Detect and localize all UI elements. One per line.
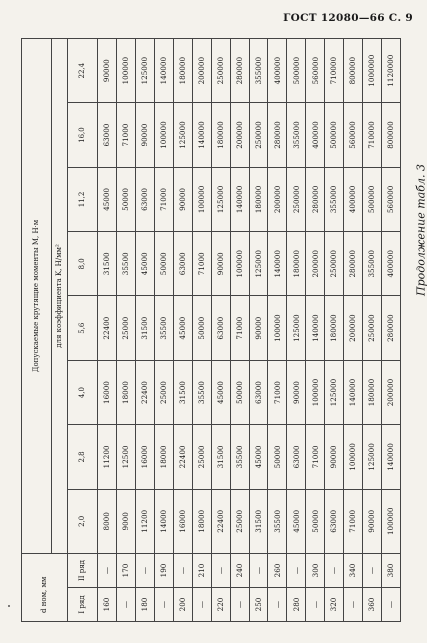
table-row [306, 39, 325, 622]
torque-value: 22400 [98, 296, 117, 360]
torque-value: 31500 [135, 296, 154, 360]
torque-value: 280000 [230, 39, 249, 103]
torque-value: 560000 [382, 167, 401, 231]
torque-value: 125000 [363, 425, 382, 489]
torque-value: 1120000 [382, 39, 401, 103]
torque-value: 22400 [211, 489, 230, 553]
torque-value: 280000 [344, 232, 363, 296]
torque-value: 180000 [211, 103, 230, 167]
torque-value: 90000 [325, 425, 344, 489]
diameter-header: d ном, мм [22, 554, 68, 622]
table-row [382, 39, 401, 622]
torque-value: 63000 [98, 103, 117, 167]
torque-value: 355000 [325, 167, 344, 231]
torque-value: 125000 [135, 39, 154, 103]
torque-value: 50000 [192, 296, 211, 360]
row2-diameter: 300 [306, 554, 325, 588]
torque-value: 355000 [363, 232, 382, 296]
torque-value: 500000 [363, 167, 382, 231]
torque-value: 9000 [116, 489, 135, 553]
torque-value: 90000 [135, 103, 154, 167]
torque-value: 280000 [268, 103, 287, 167]
torque-value: 31500 [173, 360, 192, 424]
row1-diameter: — [154, 588, 173, 622]
torque-value: 180000 [287, 232, 306, 296]
torque-value: 560000 [344, 103, 363, 167]
coefficient-cell: 4,0 [68, 360, 98, 424]
torque-value: 400000 [268, 39, 287, 103]
torque-value: 45000 [287, 489, 306, 553]
row2-diameter: — [135, 554, 154, 588]
torque-value: 400000 [382, 232, 401, 296]
torque-value: 180000 [173, 39, 192, 103]
torque-value: 90000 [173, 167, 192, 231]
torque-value: 35500 [116, 232, 135, 296]
torque-value: 45000 [249, 425, 268, 489]
torque-value: 180000 [363, 360, 382, 424]
torque-value: 50000 [230, 360, 249, 424]
torque-value: 250000 [249, 103, 268, 167]
torque-value: 100000 [154, 103, 173, 167]
torque-value: 200000 [306, 232, 325, 296]
torque-value: 22400 [135, 360, 154, 424]
row2-diameter: — [173, 554, 192, 588]
torque-value: 200000 [344, 296, 363, 360]
torque-value: 140000 [344, 360, 363, 424]
coefficient-cell: 5,6 [68, 296, 98, 360]
torque-value: 25000 [192, 425, 211, 489]
torque-value: 125000 [173, 103, 192, 167]
row2-diameter: — [287, 554, 306, 588]
row1-diameter: 160 [98, 588, 117, 622]
table-row [173, 39, 192, 622]
table-row [135, 39, 154, 622]
torque-value: 200000 [230, 103, 249, 167]
torque-value: 100000 [230, 232, 249, 296]
row1-diameter: — [344, 588, 363, 622]
row2-diameter: — [325, 554, 344, 588]
row2-diameter: 190 [154, 554, 173, 588]
row1-diameter: — [230, 588, 249, 622]
table-row [98, 39, 117, 622]
torque-value: 100000 [192, 167, 211, 231]
torque-value: 140000 [154, 39, 173, 103]
torque-value: 200000 [192, 39, 211, 103]
torque-value: 710000 [325, 39, 344, 103]
torque-value: 50000 [154, 232, 173, 296]
torque-value: 63000 [325, 489, 344, 553]
coefficient-cell: 8,0 [68, 232, 98, 296]
table-row [344, 39, 363, 622]
torque-value: 280000 [382, 296, 401, 360]
torque-value: 140000 [192, 103, 211, 167]
row1-diameter: 280 [287, 588, 306, 622]
torque-value: 500000 [287, 39, 306, 103]
coefficient-cell: 11,2 [68, 167, 98, 231]
torque-value: 45000 [98, 167, 117, 231]
torque-value: 140000 [382, 425, 401, 489]
row1-diameter: — [116, 588, 135, 622]
torque-value: 355000 [249, 39, 268, 103]
torque-value: 180000 [249, 167, 268, 231]
torque-value: 45000 [135, 232, 154, 296]
coefficient-cell: 2,8 [68, 425, 98, 489]
torque-value: 71000 [192, 232, 211, 296]
torque-value: 63000 [135, 167, 154, 231]
torque-value: 71000 [116, 103, 135, 167]
torque-value: 125000 [211, 167, 230, 231]
torque-value: 12500 [116, 425, 135, 489]
torque-value: 125000 [249, 232, 268, 296]
torque-value: 710000 [363, 103, 382, 167]
torque-value: 400000 [306, 103, 325, 167]
torque-value: 125000 [287, 296, 306, 360]
torque-value: 90000 [363, 489, 382, 553]
torque-value: 90000 [98, 39, 117, 103]
torque-value: 140000 [268, 232, 287, 296]
torque-value: 22400 [173, 425, 192, 489]
torque-value: 31500 [211, 425, 230, 489]
row1-diameter: 360 [363, 588, 382, 622]
torque-value: 14000 [154, 489, 173, 553]
torque-value: 11200 [98, 425, 117, 489]
row1-diameter: 320 [325, 588, 344, 622]
table-row [192, 39, 211, 622]
table-row [230, 39, 249, 622]
torque-value: 250000 [325, 232, 344, 296]
row1-diameter: — [306, 588, 325, 622]
torque-value: 16000 [98, 360, 117, 424]
row1-diameter: 180 [135, 588, 154, 622]
torque-value: 31500 [249, 489, 268, 553]
row2-diameter: — [98, 554, 117, 588]
table-body [98, 39, 401, 622]
torque-value: 140000 [230, 167, 249, 231]
row1-header: I ряд [68, 588, 98, 622]
torque-value: 140000 [306, 296, 325, 360]
torque-value: 18000 [154, 425, 173, 489]
torque-value: 400000 [344, 167, 363, 231]
row2-diameter: 210 [192, 554, 211, 588]
row1-diameter: 220 [211, 588, 230, 622]
row2-diameter: 260 [268, 554, 287, 588]
torque-value: 800000 [344, 39, 363, 103]
coefficient-cell: 2,0 [68, 489, 98, 553]
table-row [154, 39, 173, 622]
torque-value: 25000 [116, 296, 135, 360]
torque-value: 35500 [192, 360, 211, 424]
table-row [268, 39, 287, 622]
torque-value: 18000 [192, 489, 211, 553]
torque-value: 71000 [154, 167, 173, 231]
torque-value: 250000 [211, 39, 230, 103]
torque-value: 200000 [382, 360, 401, 424]
torque-value: 63000 [287, 425, 306, 489]
torque-value: 200000 [268, 167, 287, 231]
torque-value: 35500 [154, 296, 173, 360]
torque-value: 100000 [382, 489, 401, 553]
torque-value: 18000 [116, 360, 135, 424]
table-row [211, 39, 230, 622]
row1-diameter: — [382, 588, 401, 622]
torque-value: 500000 [325, 103, 344, 167]
continuation-caption: Продолжение табл. 3 [414, 164, 427, 296]
torque-table-container [21, 38, 401, 622]
torque-value: 90000 [287, 360, 306, 424]
torque-value: 35500 [230, 425, 249, 489]
row2-diameter: — [211, 554, 230, 588]
row2-diameter: 240 [230, 554, 249, 588]
row2-diameter: 170 [116, 554, 135, 588]
torque-value: 90000 [211, 232, 230, 296]
row2-header: II ряд [68, 554, 98, 588]
table-row [116, 39, 135, 622]
torque-value: 71000 [230, 296, 249, 360]
torque-value: 100000 [268, 296, 287, 360]
row1-diameter: — [268, 588, 287, 622]
moment-header: Допускаемые крутящие моменты М, Н·м [22, 39, 52, 554]
torque-value: 100000 [116, 39, 135, 103]
torque-value: 35500 [268, 489, 287, 553]
page-header: ГОСТ 12080—66 С. 9 [283, 12, 413, 24]
torque-value: 45000 [173, 296, 192, 360]
torque-value: 50000 [306, 489, 325, 553]
coefficient-cell: 16,0 [68, 103, 98, 167]
scan-dot [8, 605, 10, 607]
row2-diameter: — [249, 554, 268, 588]
torque-value: 355000 [287, 103, 306, 167]
row1-diameter: 200 [173, 588, 192, 622]
torque-value: 25000 [154, 360, 173, 424]
torque-value: 180000 [325, 296, 344, 360]
torque-value: 50000 [116, 167, 135, 231]
torque-value: 125000 [325, 360, 344, 424]
torque-value: 63000 [249, 360, 268, 424]
torque-value: 71000 [344, 489, 363, 553]
torque-value: 560000 [306, 39, 325, 103]
row2-diameter: — [363, 554, 382, 588]
torque-value: 1000000 [363, 39, 382, 103]
torque-value: 50000 [268, 425, 287, 489]
coefficient-header: для коэффициента K, Н/мм² [52, 39, 68, 554]
torque-value: 90000 [249, 296, 268, 360]
row1-diameter: — [192, 588, 211, 622]
torque-value: 71000 [268, 360, 287, 424]
torque-value: 16000 [135, 425, 154, 489]
torque-table [21, 38, 401, 622]
table-row [363, 39, 382, 622]
table-row [325, 39, 344, 622]
torque-value: 63000 [173, 232, 192, 296]
coefficient-cell: 22,4 [68, 39, 98, 103]
torque-value: 100000 [344, 425, 363, 489]
torque-value: 71000 [306, 425, 325, 489]
row1-diameter: 250 [249, 588, 268, 622]
table-row [249, 39, 268, 622]
torque-value: 280000 [306, 167, 325, 231]
table-row [287, 39, 306, 622]
torque-value: 250000 [363, 296, 382, 360]
row2-diameter: 380 [382, 554, 401, 588]
row2-diameter: 340 [344, 554, 363, 588]
torque-value: 25000 [230, 489, 249, 553]
torque-value: 8000 [98, 489, 117, 553]
torque-value: 250000 [287, 167, 306, 231]
torque-value: 63000 [211, 296, 230, 360]
torque-value: 11200 [135, 489, 154, 553]
torque-value: 45000 [211, 360, 230, 424]
torque-value: 31500 [98, 232, 117, 296]
torque-value: 100000 [306, 360, 325, 424]
torque-value: 800000 [382, 103, 401, 167]
torque-value: 16000 [173, 489, 192, 553]
